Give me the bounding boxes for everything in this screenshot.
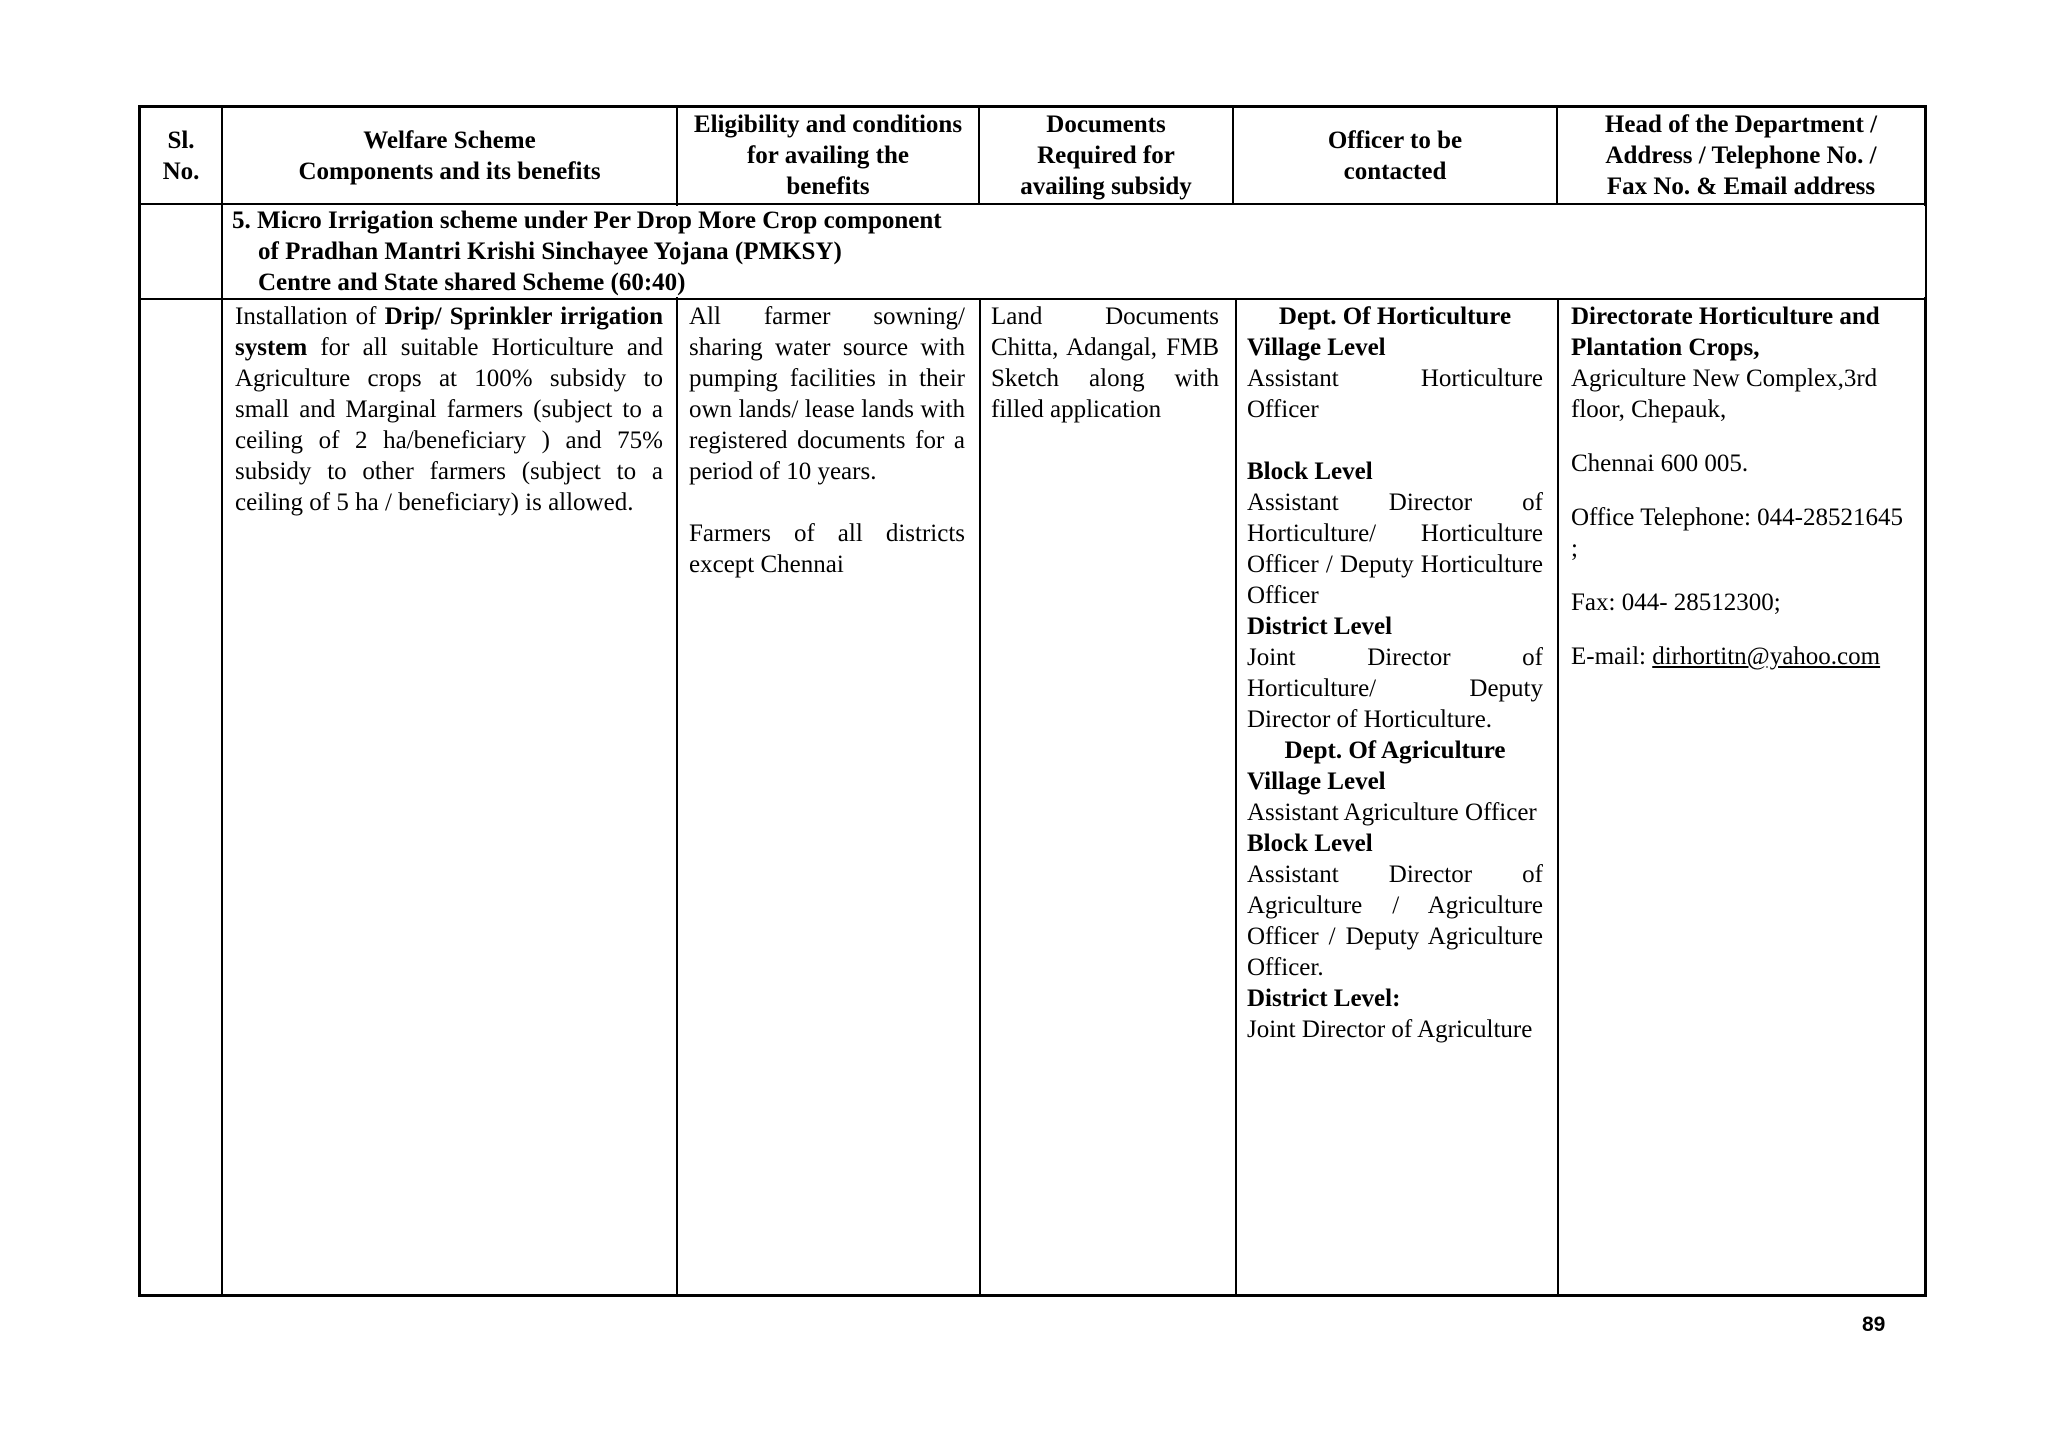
section-title: 5. Micro Irrigation scheme under Per Drop More Crop component of Pradhan Mantri Krishi Sinchayee Yojana (PMKSY) Centre and State shared Scheme (60:40) [232, 207, 942, 296]
horticulture-dept-title: Dept. Of Horticulture [1278, 303, 1512, 330]
page-number: 89 [1862, 1313, 1886, 1336]
row-divider [141, 298, 1924, 300]
column-divider [1557, 300, 1559, 1294]
header-head-of-department: Head of the Department / Address / Telephone No. / Fax No. & Email address [1604, 111, 1878, 200]
agriculture-dept-title: Dept. Of Agriculture [1284, 737, 1506, 764]
column-divider [1235, 300, 1237, 1294]
header-documents: Documents Required for availing subsidy [1020, 111, 1192, 200]
header-sl-no: Sl. No. [162, 126, 200, 185]
column-divider [221, 108, 223, 1294]
header-officer: Officer to be contacted [1327, 126, 1463, 185]
head-of-department-contact: Directorate Horticulture and Plantation Crops, Agriculture New Complex,3rd floor, Chepauk, Chennai 600 005. Office Telephone: 044-28521645 ; Fax: 044- 28512300; E-mail: dirhortitn@yahoo.com [1571, 303, 1903, 670]
email-link[interactable]: dirhortitn@yahoo.com [1652, 643, 1881, 670]
officer-contacts: Dept. Of Horticulture Village Level Assistant Horticulture Officer Block Level Assistant Director of Horticulture/ Horticulture Officer / Deputy Horticulture Officer District Level Joint Director of Horticulture/ Deputy Director of Horticulture. Dept. Of Agriculture Village Level Assistant Agriculture Officer Block Level Assistant Director of Agriculture / Agriculture Officer / Deputy Agriculture Officer. District Level: Joint Director of Agriculture [1247, 303, 1543, 1043]
eligibility-text: All farmer sowning/ sharing water source with pumping facilities in their own lands/ lease lands with registered documents for a period of 10 years. Farmers of all districts except Chennai [689, 303, 965, 578]
header-welfare-scheme: Welfare Scheme Components and its benefits [298, 126, 601, 185]
header-eligibility: Eligibility and conditions for availing the benefits [693, 111, 963, 200]
documents-text: Land Documents Chitta, Adangal, FMB Sketch along with filled application [991, 303, 1219, 423]
scheme-table [138, 105, 1927, 1297]
column-divider [979, 300, 981, 1294]
scheme-description: Installation of Drip/ Sprinkler irrigation system for all suitable Horticulture and Agriculture crops at 100% subsidy to small and Marginal farmers (subject to a ceiling of 2 ha/beneficiary ) and 75% subsidy to other farmers (subject to a ceiling of 5 ha / beneficiary) is allowed. [235, 303, 663, 516]
